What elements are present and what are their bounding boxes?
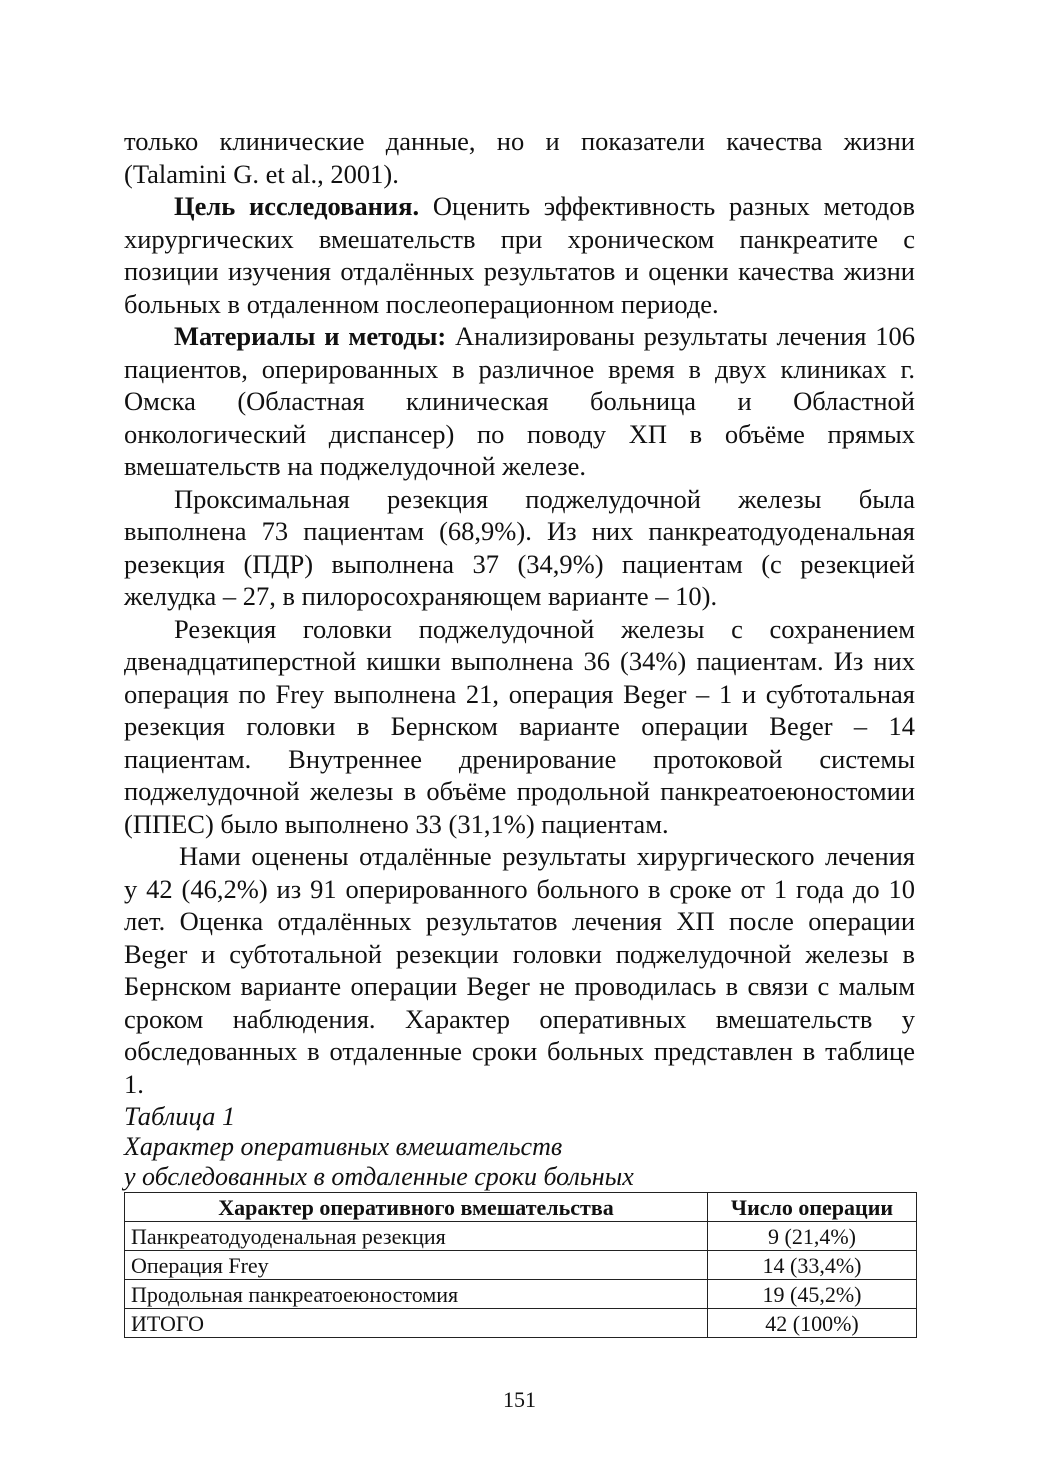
header-count: Число операции: [708, 1193, 917, 1222]
methods-text: Анализированы результаты лечения 106 пациентов, оперированных в различное время в двух клиниках г. Омска (Областная клиническая больница и Областной онкологический диспансер) по поводу ХП в объёме прямых вмешательств на поджелудочной железе.: [124, 321, 916, 481]
row-label: Продольная панкреатоеюностомия: [125, 1280, 708, 1309]
header-intervention: Характер оперативного вмешательства: [125, 1193, 708, 1222]
methods-heading: Материалы и методы:: [174, 321, 447, 351]
table-caption: Таблица 1: [124, 1101, 236, 1131]
paragraph-aim: [124, 190, 915, 320]
row-label: Операция Frey: [125, 1251, 708, 1280]
table-row: [125, 1251, 917, 1280]
table-row: [125, 1222, 917, 1251]
row-value: 42 (100%): [708, 1309, 917, 1338]
row-value: 14 (33,4%): [708, 1251, 917, 1280]
paragraph-methods: [124, 320, 915, 483]
aim-text: Оценить эффективность разных методов хирургических вмешательств при хроническом панкреатите с позиции изучения отдалённых результатов и оценки качества жизни больных в отдаленном послеоперационном периоде.: [124, 191, 916, 319]
row-label: Панкреатодуоденальная резекция: [125, 1222, 708, 1251]
paragraph-continuation: только клинические данные, но и показатели качества жизни (Talamini G. et al., 2001).: [124, 126, 915, 189]
page-number: 151: [503, 1387, 536, 1412]
table-title-line1: Характер оперативных вмешательств: [124, 1132, 563, 1161]
row-value: 9 (21,4%): [708, 1222, 917, 1251]
table-title-line2: у обследованных в отдаленные сроки больных: [124, 1162, 634, 1191]
operations-table: [124, 1192, 917, 1338]
row-value: 19 (45,2%): [708, 1280, 917, 1309]
table-header-row: [125, 1193, 917, 1222]
table-row: [125, 1280, 917, 1309]
table-row-total: [125, 1309, 917, 1338]
paragraph-results: Нами оценены отдалённые результаты хирургического лечения у 42 (46,2%) из 91 оперированного больного в сроке от 1 года до 10 лет. Оценка отдалённых результатов лечения ХП после операции Beger и субтотальной резекции головки поджелудочной железы в Бернском варианте операции Beger не проводилась в связи с малым сроком наблюдения. Характер оперативных вмешательств у обследованных в отдаленные сроки больных представлен в таблице 1.: [124, 841, 915, 1099]
paragraph-head-resection: Резекция головки поджелудочной железы с сохранением двенадцатиперстной кишки выполнена 36 (34%) пациентам. Из них операция по Frey выполнена 21, операция Beger – 1 и субтотальная резекция головки в Бернском варианте операции Beger – 14 пациентам. Внутреннее дренирование протоковой системы поджелудочной железы в объёме продольной панкреатоеюностомии (ППЕС) было выполнено 33 (31,1%) пациентам.: [124, 613, 915, 839]
paragraph-proximal-resection: Проксимальная резекция поджелудочной железы была выполнена 73 пациентам (68,9%). Из них панкреатодуоденальная резекция (ПДР) выполнена 37 (34,9%) пациентам (с резекцией желудка – 27, в пилоросохраняющем варианте – 10).: [124, 483, 915, 611]
page-body: [124, 125, 915, 1338]
row-label: ИТОГО: [125, 1309, 708, 1338]
aim-heading: Цель исследования.: [174, 191, 420, 221]
